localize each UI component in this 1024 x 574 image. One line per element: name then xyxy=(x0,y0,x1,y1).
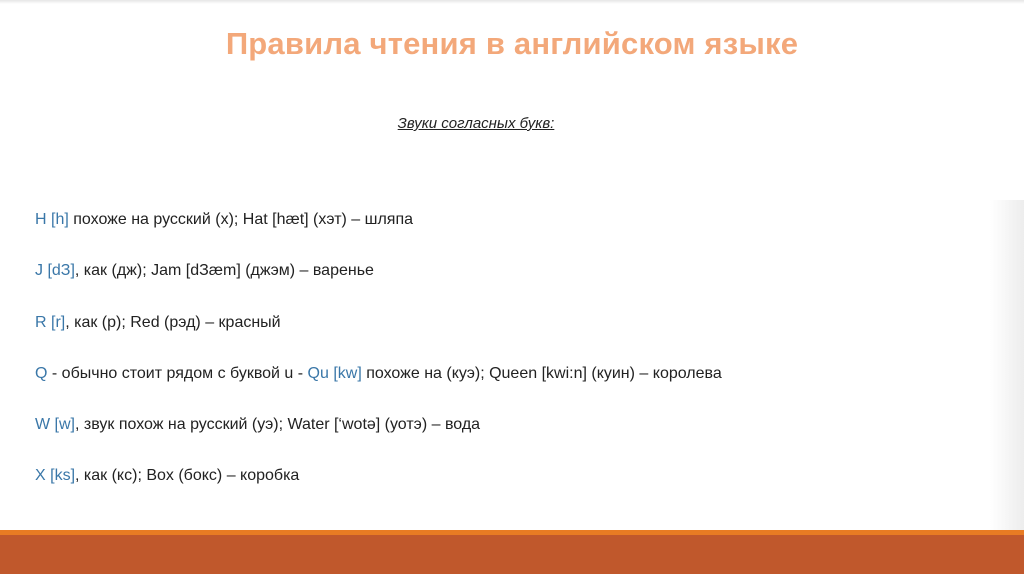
rule-j xyxy=(35,262,374,280)
rule-r xyxy=(35,314,281,332)
rule-symbol: X [ks] xyxy=(35,467,76,484)
rule-text: , как (дж); Jam [dЗæm] (джэм) – варенье xyxy=(74,262,374,279)
right-shadow xyxy=(990,200,1024,530)
rule-x xyxy=(35,467,299,485)
rule-symbol: W [w] xyxy=(35,416,75,433)
rule-h xyxy=(35,211,413,229)
rule-text: - обычно стоит рядом с буквой u - xyxy=(47,365,308,382)
rule-w xyxy=(35,416,480,434)
rule-q xyxy=(35,365,722,383)
rule-text-2: похоже на (куэ); Queen [kwi:n] (куин) – королева xyxy=(361,365,722,382)
top-shadow xyxy=(0,0,1024,4)
rule-text: , как (р); Red (рэд) – красный xyxy=(65,314,281,331)
footer-bar xyxy=(0,535,1024,574)
rule-text: , как (кс); Box (бокс) – коробка xyxy=(75,467,300,484)
rule-symbol: H [h] xyxy=(35,211,69,228)
rule-text: , звук похож на русский (уэ); Water [‘wotə] (уотэ) – вода xyxy=(75,416,481,433)
rule-symbol: Q xyxy=(35,365,48,382)
rule-symbol: J [dЗ] xyxy=(35,262,75,279)
rule-symbol-2: Qu [kw] xyxy=(307,365,362,382)
slide-subtitle: Звуки согласных букв: xyxy=(397,115,555,132)
rule-symbol: R [r] xyxy=(35,314,66,331)
rule-text: похоже на русский (х); Hat [hæt] (хэт) – шляпа xyxy=(68,211,414,228)
slide-title: Правила чтения в английском языке xyxy=(225,26,799,61)
